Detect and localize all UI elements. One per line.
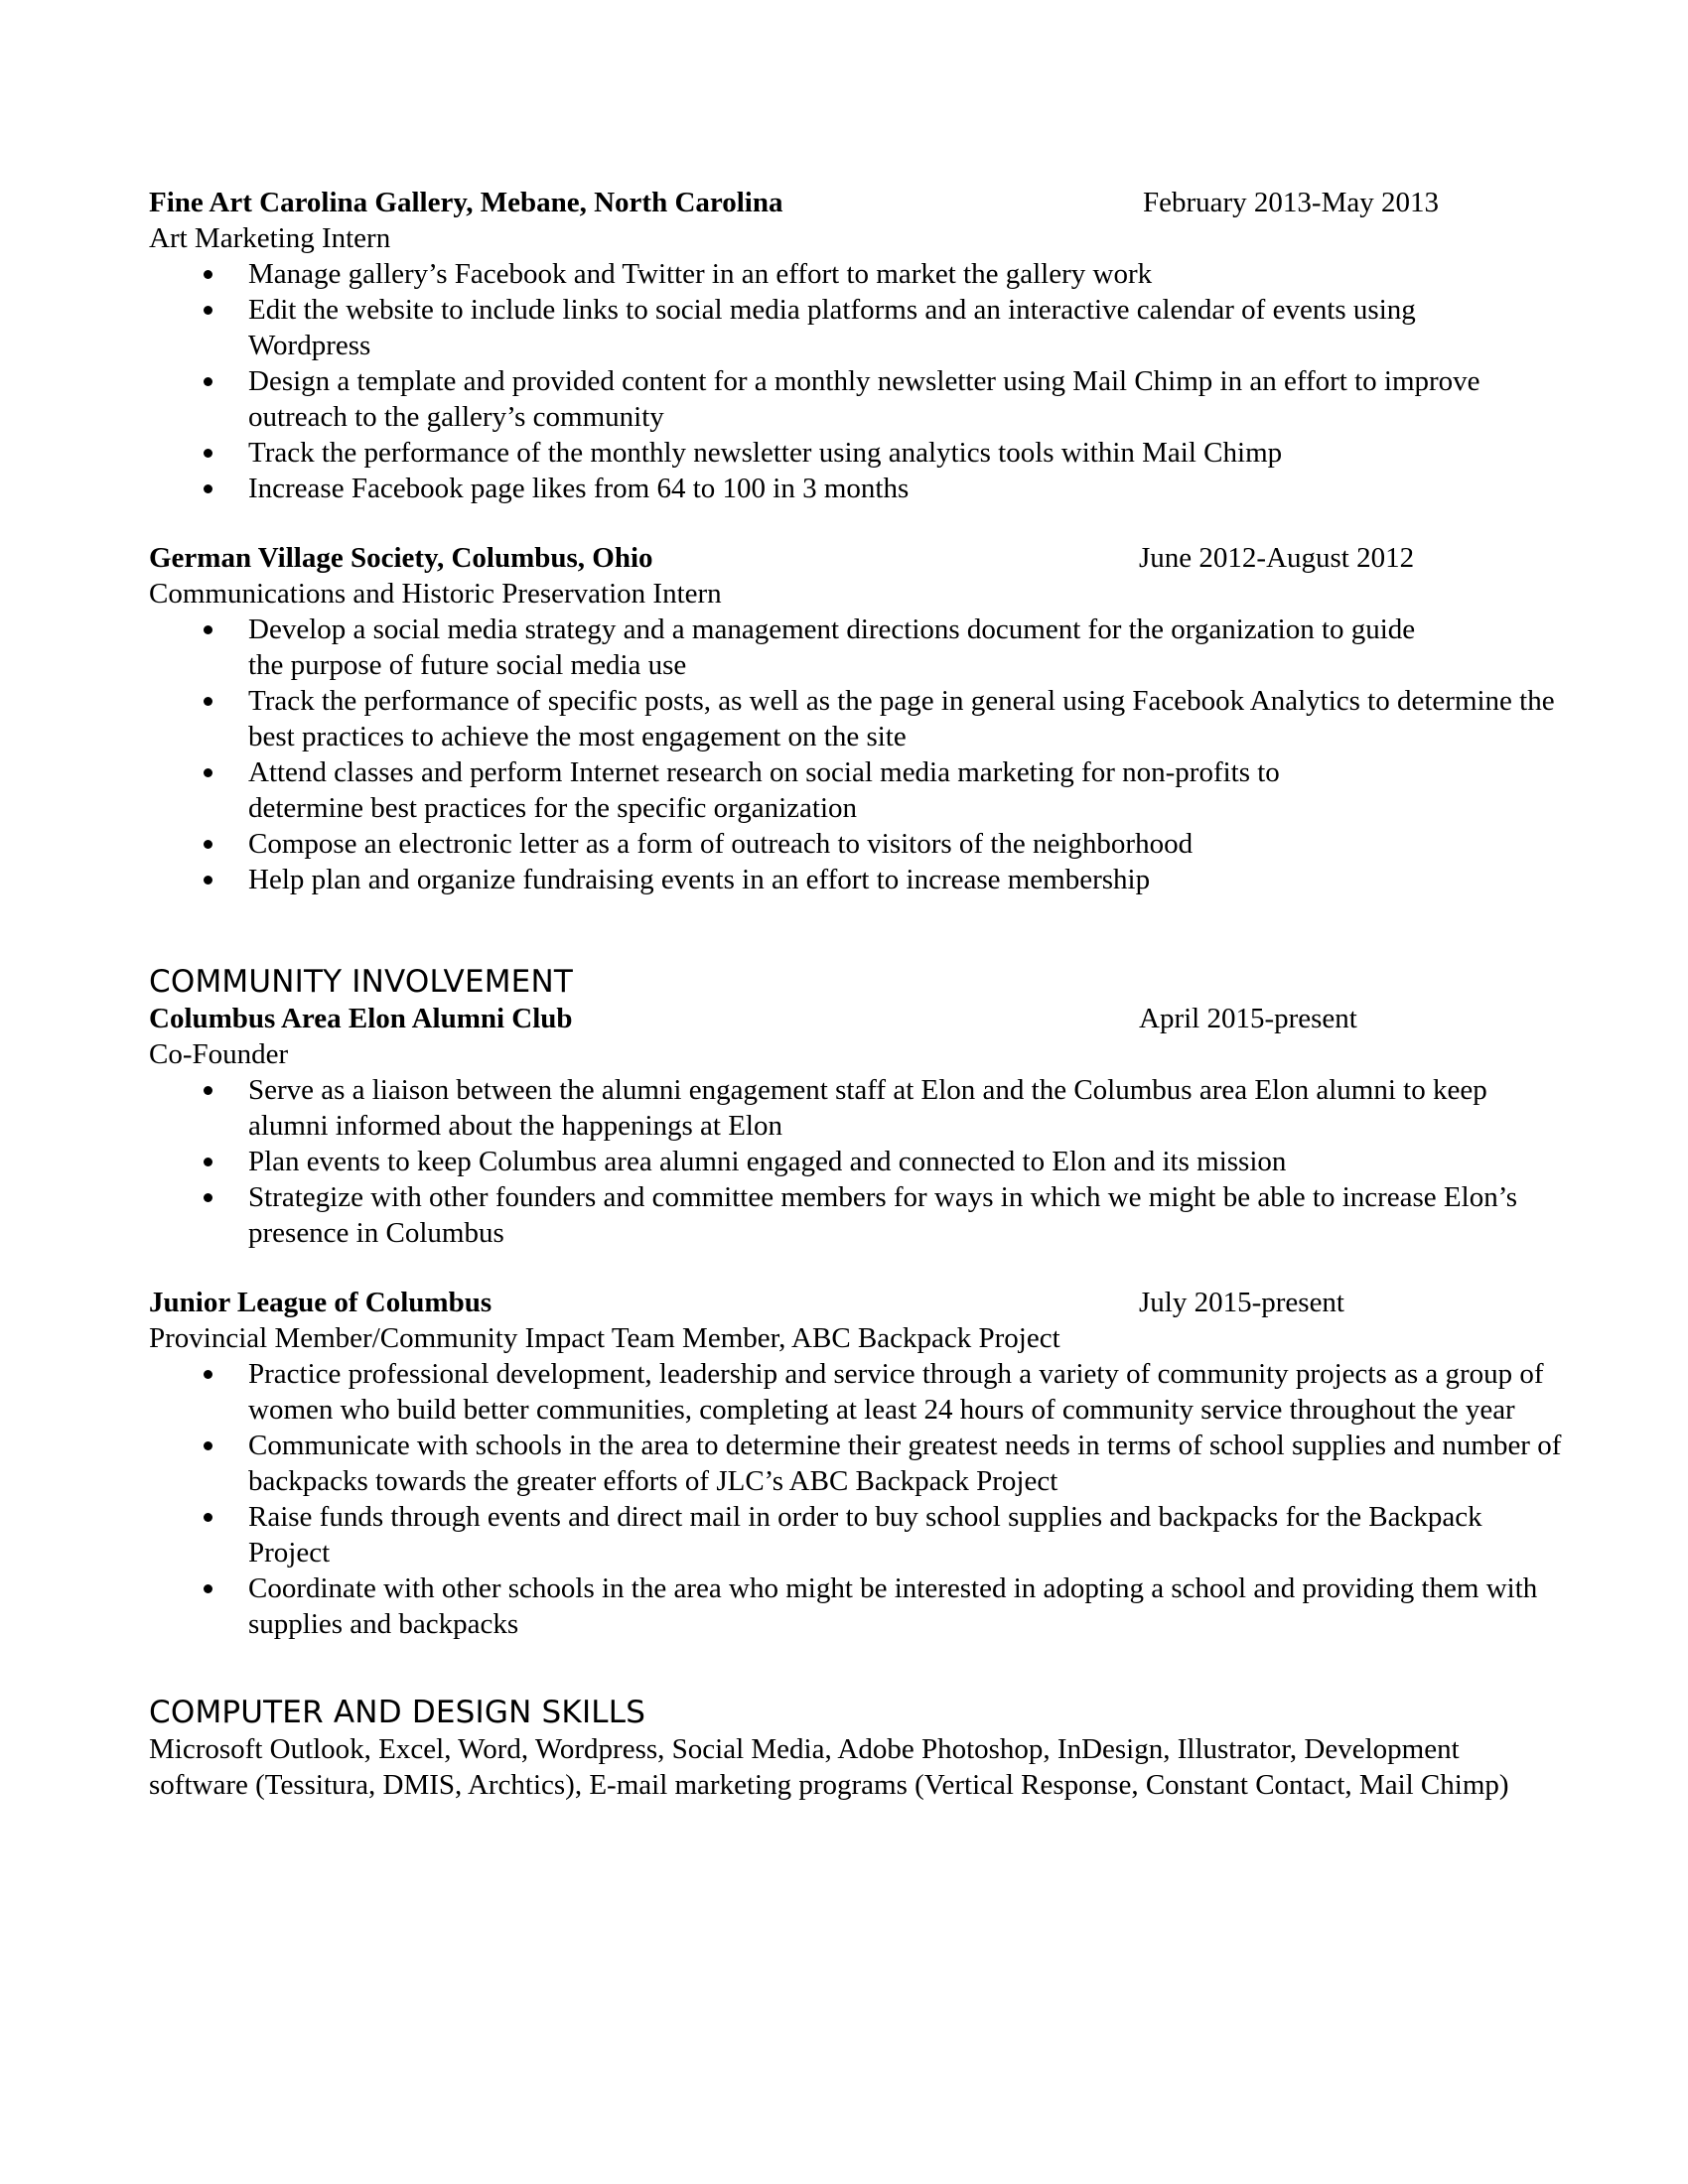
list-item: Increase Facebook page likes from 64 to 100 in 3 months [149, 471, 1589, 506]
bullet-list [149, 612, 1555, 897]
bullet-icon [204, 1441, 212, 1450]
list-item: Communicate with schools in the area to determine their greatest needs in terms of school supplies and number of backpacks towards the greater efforts of JLC’s ABC Backpack Project [149, 1428, 1599, 1499]
list-item: Help plan and organize fundraising events in an effort to increase membership [149, 862, 1589, 897]
list-item: Edit the website to include links to social media platforms and an interactive calendar of events using Wordpress [149, 292, 1509, 363]
entry-dates: February 2013-May 2013 [1143, 187, 1440, 218]
organization-name: Fine Art Carolina Gallery, Mebane, North Carolina [149, 187, 783, 218]
list-item: Practice professional development, leadership and service through a variety of community projects as a group of women who build better communities, completing at least 24 hours of community service throughout the year [149, 1356, 1579, 1428]
entry-header [149, 1285, 1539, 1320]
bullet-icon [204, 1158, 212, 1166]
skills-text: Microsoft Outlook, Excel, Word, Wordpress, Social Media, Adobe Photoshop, InDesign, Illustrator, Development software (Tessitura, DMIS, Archtics), E-mail marketing programs (Vertical Response, Constant Contact, Mail Chimp) [149, 1733, 1509, 1801]
section-heading-skills: COMPUTER AND DESIGN SKILLS [149, 1695, 646, 1730]
bullet-icon [204, 1513, 212, 1522]
bullet-list [149, 256, 1539, 506]
bullet-icon [204, 876, 212, 885]
bullet-icon [204, 484, 212, 493]
list-item: Strategize with other founders and committee members for ways in which we might be able to increase Elon’s presence in Columbus [149, 1179, 1599, 1251]
resume-content [149, 185, 1562, 1803]
bullet-icon [204, 1086, 212, 1095]
entry-header [149, 185, 1539, 220]
role-title: Communications and Historic Preservation Intern [149, 578, 722, 610]
organization-name: Junior League of Columbus [149, 1287, 492, 1318]
list-item: Raise funds through events and direct mail in order to buy school supplies and backpacks for the Backpack Project [149, 1499, 1539, 1570]
entry-dates: April 2015-present [1139, 1003, 1357, 1034]
community-entry [149, 1001, 1539, 1251]
organization-name: German Village Society, Columbus, Ohio [149, 542, 653, 574]
entry-header [149, 540, 1539, 576]
list-item: Serve as a liaison between the alumni engagement staff at Elon and the Columbus area Elon alumni to keep alumni informed about the happenings at Elon [149, 1072, 1559, 1144]
role-title: Co-Founder [149, 1038, 289, 1070]
list-item: Design a template and provided content for a monthly newsletter using Mail Chimp in an effort to improve outreach to the gallery’s community [149, 363, 1559, 435]
bullet-icon [204, 449, 212, 458]
experience-entry [149, 540, 1555, 897]
bullet-icon [204, 625, 212, 634]
list-item: Coordinate with other schools in the area who might be interested in adopting a school and providing them with supplies and backpacks [149, 1570, 1559, 1642]
bullet-icon [204, 377, 212, 386]
role-title: Art Marketing Intern [149, 222, 391, 254]
list-item: Manage gallery’s Facebook and Twitter in an effort to market the gallery work [149, 256, 1589, 292]
bullet-icon [204, 1193, 212, 1202]
role-title: Provincial Member/Community Impact Team Member, ABC Backpack Project [149, 1322, 1060, 1354]
bullet-icon [204, 1370, 212, 1379]
bullet-icon [204, 306, 212, 315]
community-entry [149, 1285, 1562, 1642]
bullet-icon [204, 270, 212, 279]
list-item: Develop a social media strategy and a management directions document for the organization to guide the purpose of future social media use [149, 612, 1440, 683]
entry-header [149, 1001, 1539, 1036]
list-item: Track the performance of specific posts, as well as the page in general using Facebook Analytics to determine the best practices to achieve the most engagement on the site [149, 683, 1579, 754]
bullet-icon [204, 697, 212, 706]
bullet-icon [204, 1584, 212, 1593]
list-item: Attend classes and perform Internet research on social media marketing for non-profits to determine best practices for the specific organization [149, 754, 1380, 826]
list-item: Track the performance of the monthly newsletter using analytics tools within Mail Chimp [149, 435, 1589, 471]
bullet-list [149, 1356, 1562, 1642]
experience-entry [149, 185, 1539, 506]
list-item: Plan events to keep Columbus area alumni engaged and connected to Elon and its mission [149, 1144, 1589, 1179]
list-item: Compose an electronic letter as a form of outreach to visitors of the neighborhood [149, 826, 1589, 862]
section-heading-community: COMMUNITY INVOLVEMENT [149, 964, 573, 1000]
entry-dates: July 2015-present [1139, 1287, 1344, 1318]
entry-dates: June 2012-August 2012 [1139, 542, 1415, 574]
bullet-icon [204, 768, 212, 777]
bullet-list [149, 1072, 1539, 1251]
organization-name: Columbus Area Elon Alumni Club [149, 1003, 573, 1034]
bullet-icon [204, 840, 212, 849]
